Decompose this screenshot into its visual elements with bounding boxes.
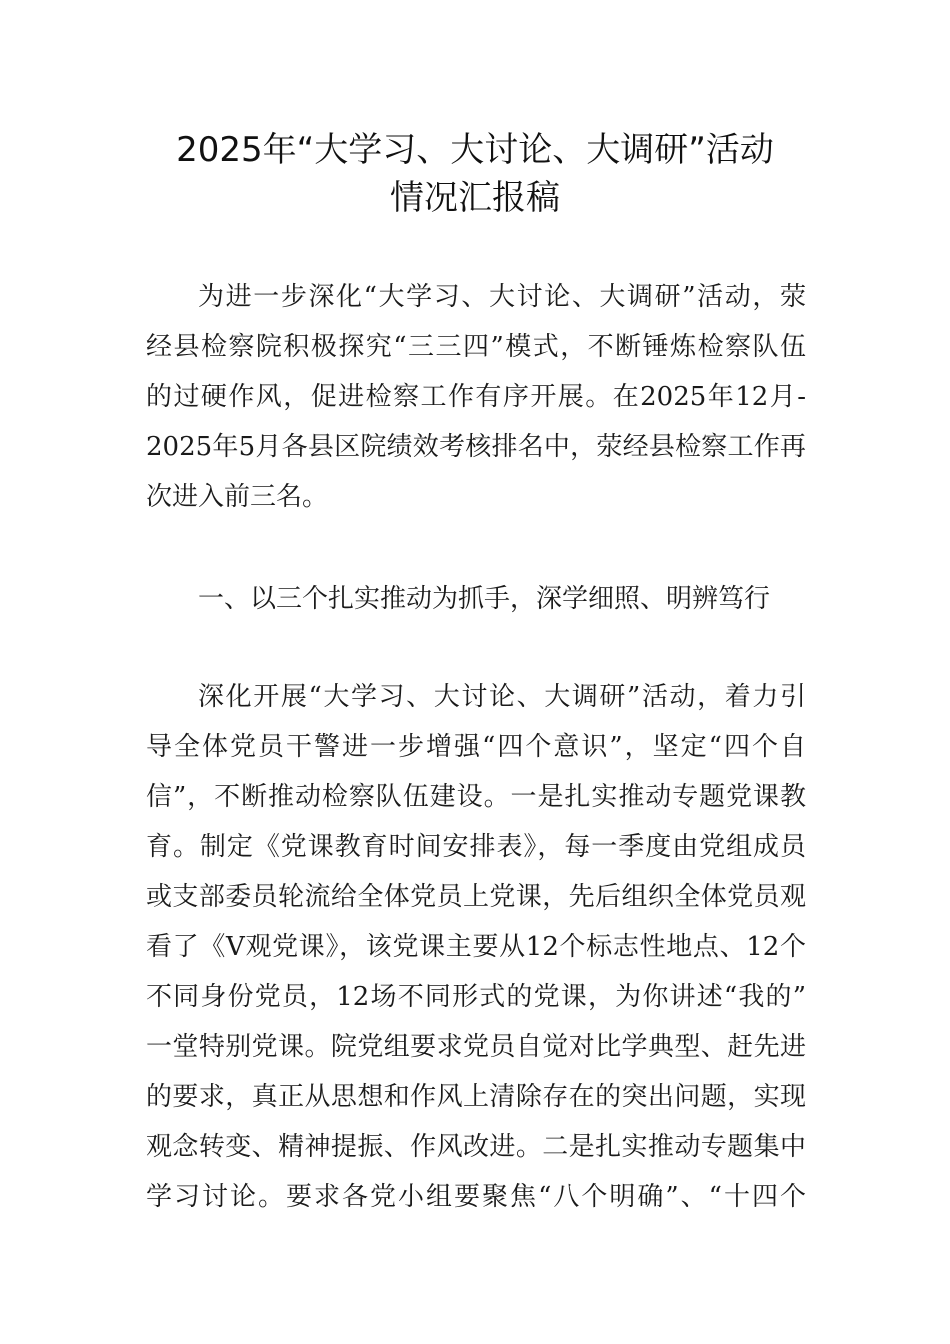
paragraph-line: 为进一步深化“大学习、大讨论、大调研”活动，荥	[198, 282, 806, 312]
paragraph-line: 导全体党员干警进一步增强“四个意识”，坚定“四个自	[146, 732, 806, 762]
paragraph-line: 次进入前三名。	[146, 482, 329, 512]
section-heading: 一、以三个扎实推动为抓手，深学细照、明辨笃行	[198, 584, 771, 614]
paragraph-line: 信”，不断推动检察队伍建设。一是扎实推动专题党课教	[146, 782, 806, 812]
document-title-line-1: 2025年“大学习、大讨论、大调研”活动	[176, 130, 774, 170]
paragraph-line: 育。制定《党课教育时间安排表》，每一季度由党组成员	[146, 832, 806, 862]
paragraph-line: 2025年5月各县区院绩效考核排名中，荥经县检察工作再	[146, 432, 806, 462]
paragraph-line: 经县检察院积极探究“三三四”模式，不断锤炼检察队伍	[146, 332, 806, 362]
paragraph-body	[146, 672, 806, 1222]
paragraph-line: 不同身份党员，12场不同形式的党课，为你讲述“我的”	[146, 982, 806, 1012]
paragraph-line: 看了《V观党课》，该党课主要从12个标志性地点、12个	[146, 932, 806, 962]
paragraph-line: 观念转变、精神提振、作风改进。二是扎实推动专题集中	[146, 1132, 806, 1162]
paragraph-line: 的过硬作风，促进检察工作有序开展。在2025年12月-	[146, 382, 806, 412]
paragraph-intro	[146, 272, 806, 522]
paragraph-line: 一堂特别党课。院党组要求党员自觉对比学典型、赶先进	[146, 1032, 806, 1062]
paragraph-line: 或支部委员轮流给全体党员上党课，先后组织全体党员观	[146, 882, 806, 912]
paragraph-line: 的要求，真正从思想和作风上清除存在的突出问题，实现	[146, 1082, 806, 1112]
document-title-line-2: 情况汇报稿	[390, 178, 560, 218]
paragraph-line: 深化开展“大学习、大讨论、大调研”活动，着力引	[198, 682, 806, 712]
paragraph-line: 学习讨论。要求各党小组要聚焦“八个明确”、“十四个	[146, 1182, 806, 1212]
